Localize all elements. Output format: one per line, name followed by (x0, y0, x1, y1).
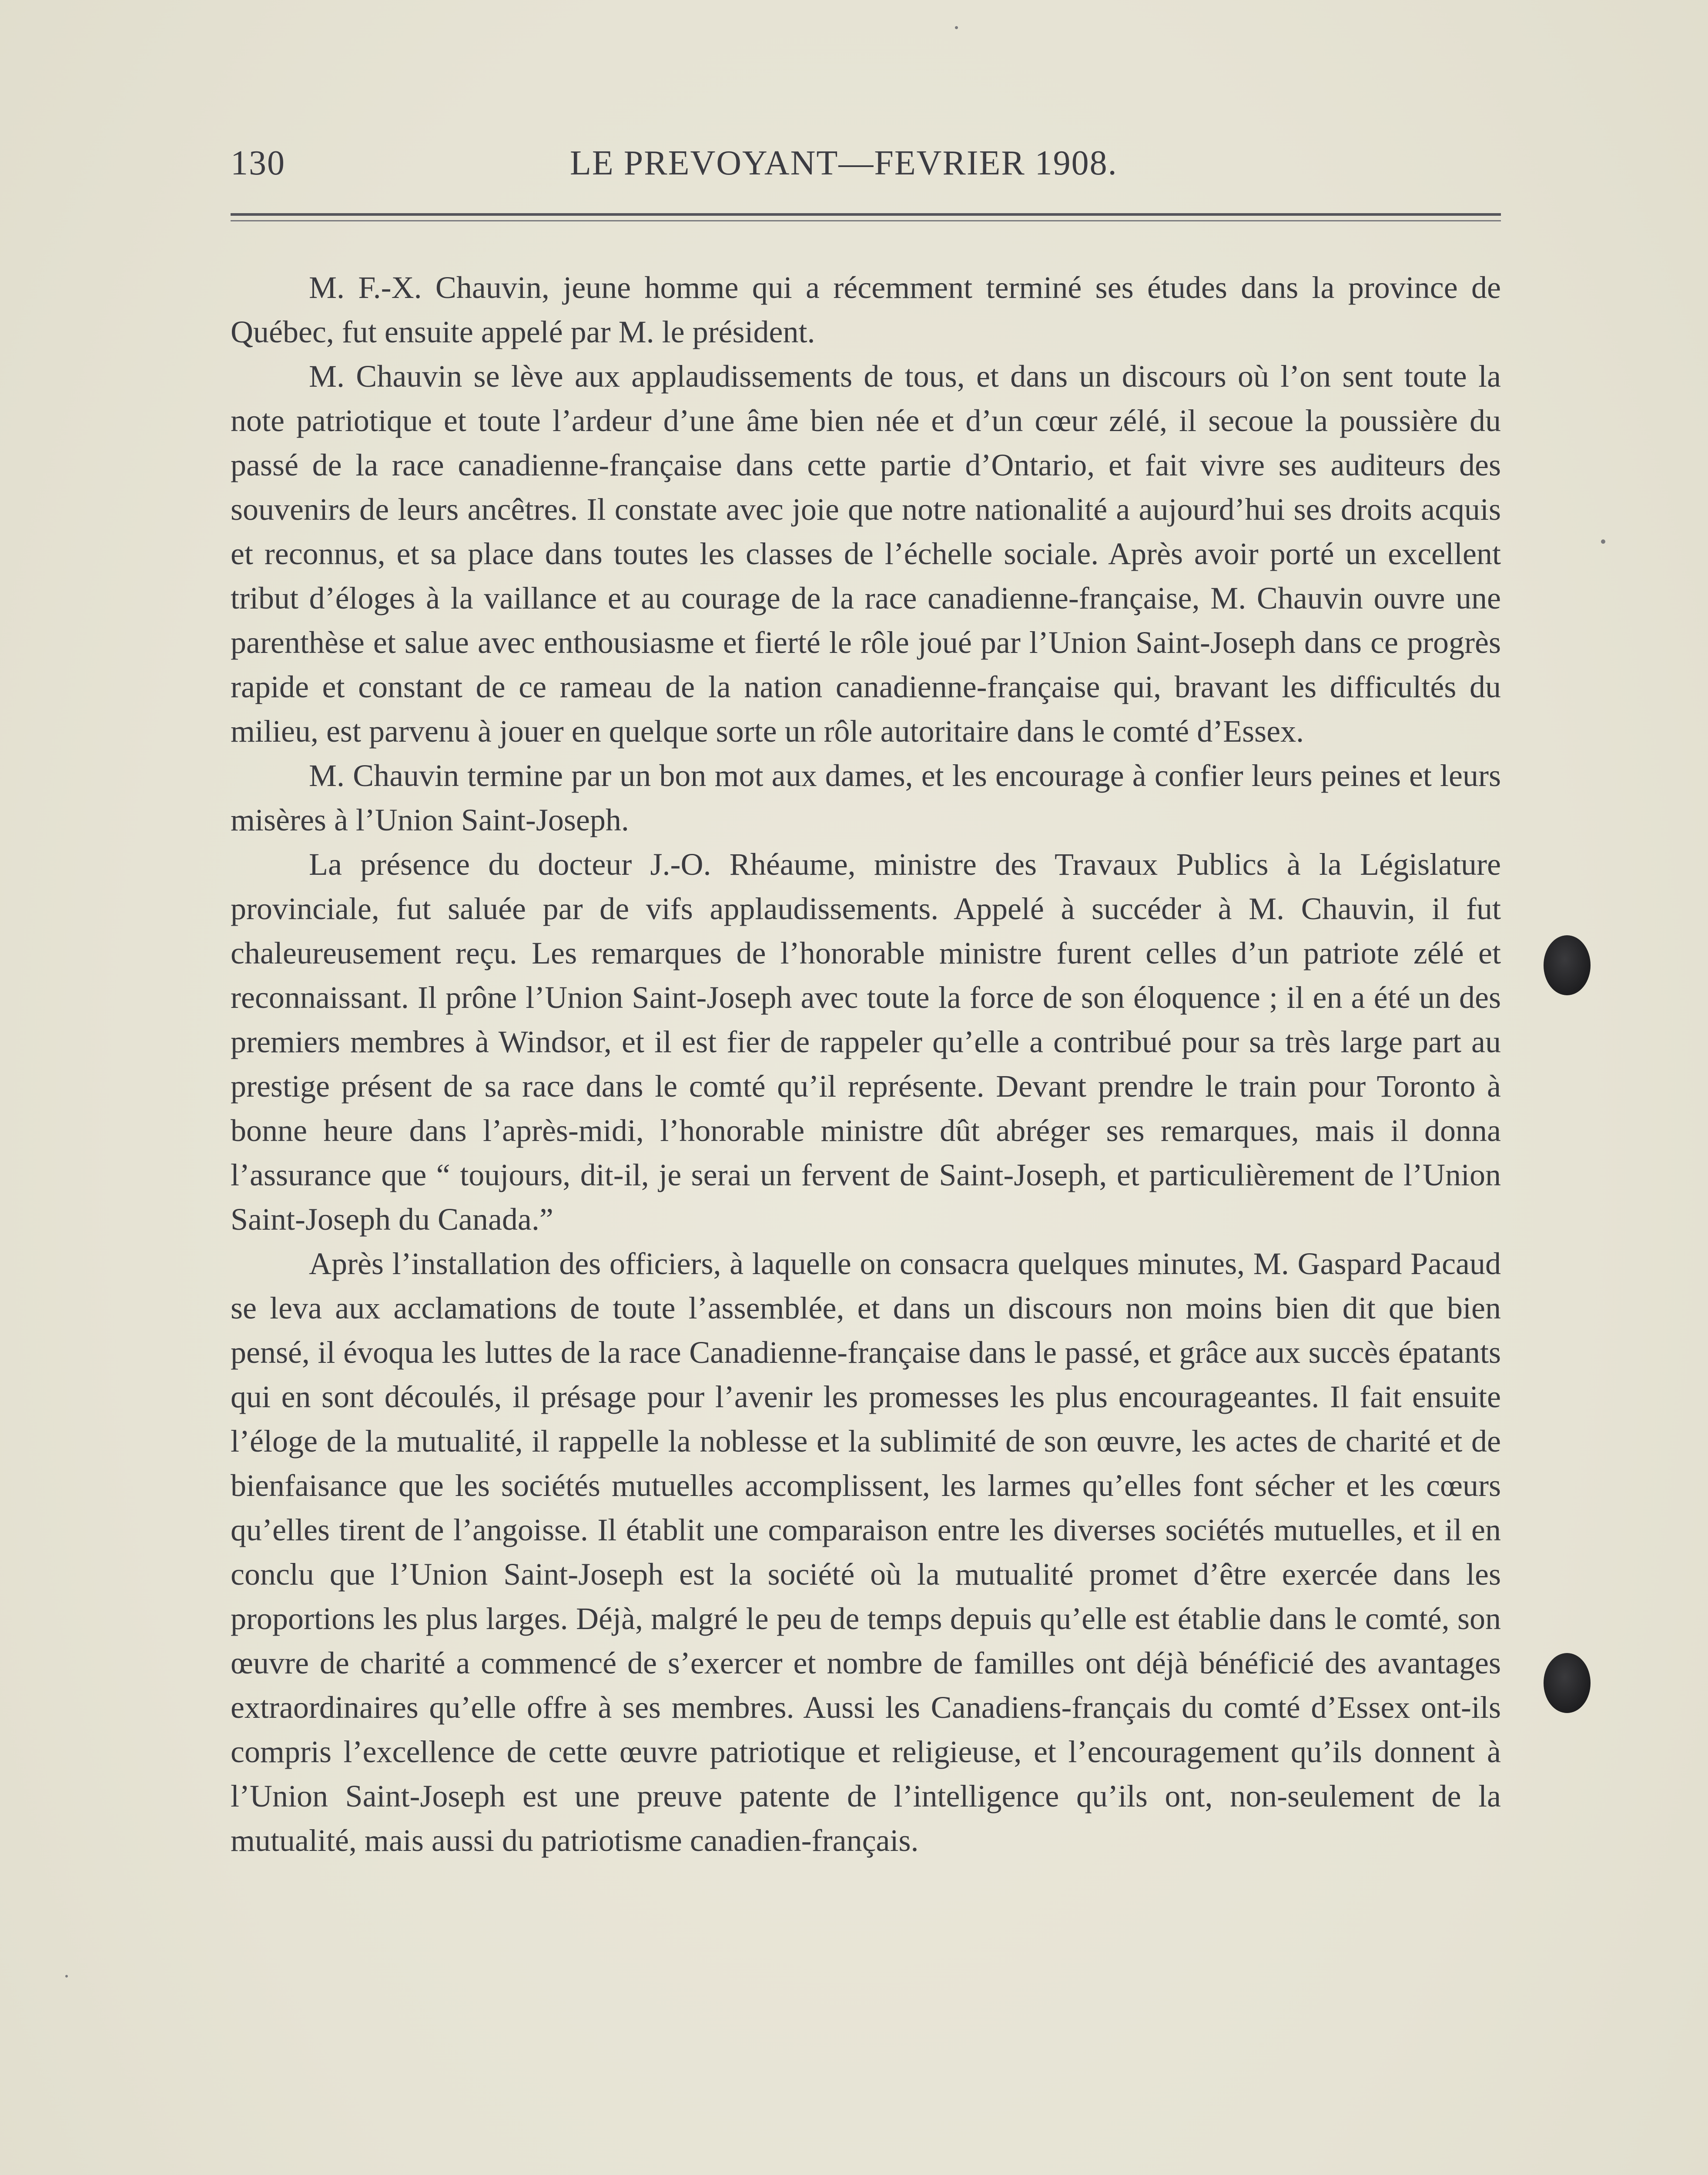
paragraph-rheaume: La présence du docteur J.-O. Rhéaume, ministre des Travaux Publics à la Législature provinciale, fut saluée par de vifs applaudissements. Appelé à succéder à M. Chauvin, il fut chaleureusement reçu. Les remarques de l’honorable ministre furent celles d’un patriote zélé et reconnaissant. Il prône l’Union Saint-Joseph avec toute la force de son éloquence ; il en a été un des premiers membres à Windsor, et il est fier de rappeler qu’elle a contribué pour sa très large part au prestige présent de sa race dans le comté qu’il représente. Devant prendre le train pour Toronto à bonne heure dans l’après-midi, l’honorable ministre dût abréger ses remarques, mais il donna l’assurance que “ toujours, dit-il, je serai un fervent de Saint-Joseph, et particulièrement de l’Union Saint-Joseph du Canada.” (231, 847, 1501, 1237)
binding-hole-lower (1544, 1653, 1591, 1713)
running-title: LE PREVOYANT—FEVRIER 1908. (570, 144, 1118, 182)
paragraph-chauvin-closing: M. Chauvin termine par un bon mot aux dames, et les encourage à confier leurs peines et leurs misères à l’Union Saint-Joseph. (231, 758, 1501, 837)
paper-speck (955, 26, 958, 29)
paragraph-pacaud: Après l’installation des officiers, à laquelle on consacra quelques minutes, M. Gaspard Pacaud se leva aux acclamations de toute l’assemblée, et dans un discours non moins bien dit que bien pensé, il évoqua les luttes de la race Canadienne-française dans le passé, et grâce aux succès épatants qui en sont découlés, il présage pour l’avenir les promesses les plus encourageantes. Il fait ensuite l’éloge de la mutualité, il rappelle la noblesse et la sublimité de son œuvre, les actes de charité et de bienfaisance que les sociétés mutuelles accomplissent, les larmes qu’elles font sécher et les cœurs qu’elles tirent de l’angoisse. Il établit une comparaison entre les diverses sociétés mutuelles, et il en conclu que l’Union Saint-Joseph est la société où la mutualité promet d’être exercée dans les proportions les plus larges. Déjà, malgré le peu de temps depuis qu’elle est établie dans le comté, son œuvre de charité a commencé de s’exercer et nombre de familles ont déjà bénéficié des avantages extraordinaires qu’elle offre à ses membres. Aussi les Canadiens-français du comté d’Essex ont-ils compris l’excellence de cette œuvre patriotique et religieuse, et l’encouragement qu’ils donnent à l’Union Saint-Joseph est une preuve patente de l’intelligence qu’ils ont, non-seulement de la mutualité, mais aussi du patriotisme canadien-français. (231, 1246, 1501, 1858)
paper-speck (65, 1975, 68, 1978)
paper-speck (1601, 539, 1605, 544)
paragraph-chauvin-speech: M. Chauvin se lève aux applaudissements de tous, et dans un discours où l’on sent toute la note patriotique et toute l’ardeur d’une âme bien née et d’un cœur zélé, il secoue la poussière du passé de la race canadienne-française dans cette partie d’Ontario, et fait vivre ses auditeurs des souvenirs de leurs ancêtres. Il constate avec joie que notre nationalité a aujourd’hui ses droits acquis et reconnus, et sa place dans toutes les classes de l’échelle sociale. Après avoir porté un excellent tribut d’éloges à la vaillance et au courage de la race canadienne-française, M. Chauvin ouvre une parenthèse et salue avec enthousiasme et fierté le rôle joué par l’Union Saint-Joseph dans ce progrès rapide et constant de ce rameau de la nation canadienne-française qui, bravant les difficultés du milieu, est parvenu à jouer en quelque sorte un rôle autoritaire dans le comté d’Essex. (231, 359, 1501, 749)
binding-hole-upper (1544, 935, 1591, 995)
paragraph-chauvin-intro: M. F.-X. Chauvin, jeune homme qui a récemment terminé ses études dans la province de Québec, fut ensuite appelé par M. le président. (231, 270, 1501, 349)
page-number: 130 (231, 144, 285, 182)
header-rule-thin (231, 220, 1501, 221)
running-header (231, 144, 1501, 196)
header-rule-thick (231, 213, 1501, 216)
article-body (231, 265, 1501, 1863)
